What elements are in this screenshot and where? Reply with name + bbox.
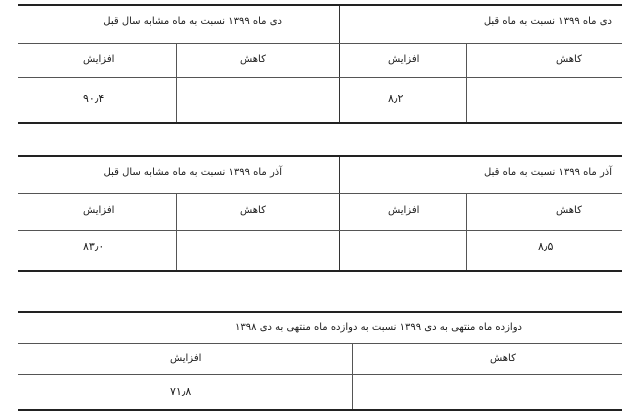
table-dey-1399 xyxy=(18,4,622,124)
column-header-increase: افزایش xyxy=(83,205,115,216)
value-yoy-increase: ۹۰٫۴ xyxy=(83,92,105,105)
table-title-mom: آذر ماه ۱۳۹۹ نسبت به ماه قبل xyxy=(484,167,612,178)
column-header-increase: افزایش xyxy=(83,54,115,65)
value-twelve-months-increase: ۷۱٫۸ xyxy=(170,385,192,398)
table-twelve-months xyxy=(18,311,622,411)
column-header-decrease: کاهش xyxy=(556,205,582,216)
table-title-mom: دی ماه ۱۳۹۹ نسبت به ماه قبل xyxy=(483,16,612,27)
value-mom-decrease: ۸٫۵ xyxy=(538,240,554,253)
value-yoy-increase: ۸۳٫۰ xyxy=(83,240,105,253)
value-mom-increase: ۸٫۲ xyxy=(388,92,404,105)
column-header-increase: افزایش xyxy=(170,353,202,364)
table-azar-1399 xyxy=(18,155,622,272)
column-header-decrease: کاهش xyxy=(240,205,266,216)
table-title-yoy: دی ماه ۱۳۹۹ نسبت به ماه مشابه سال قبل xyxy=(103,16,282,27)
column-header-decrease: کاهش xyxy=(240,54,266,65)
column-header-increase: افزایش xyxy=(388,54,420,65)
column-header-increase: افزایش xyxy=(388,205,420,216)
table-title-twelve-months: دوازده ماه منتهی به دی ۱۳۹۹ نسبت به دوازده ماه منتهی به دی ۱۳۹۸ xyxy=(235,322,522,333)
table-title-yoy: آذر ماه ۱۳۹۹ نسبت به ماه مشابه سال قبل xyxy=(103,167,282,178)
column-header-decrease: کاهش xyxy=(490,353,516,364)
column-header-decrease: کاهش xyxy=(556,54,582,65)
